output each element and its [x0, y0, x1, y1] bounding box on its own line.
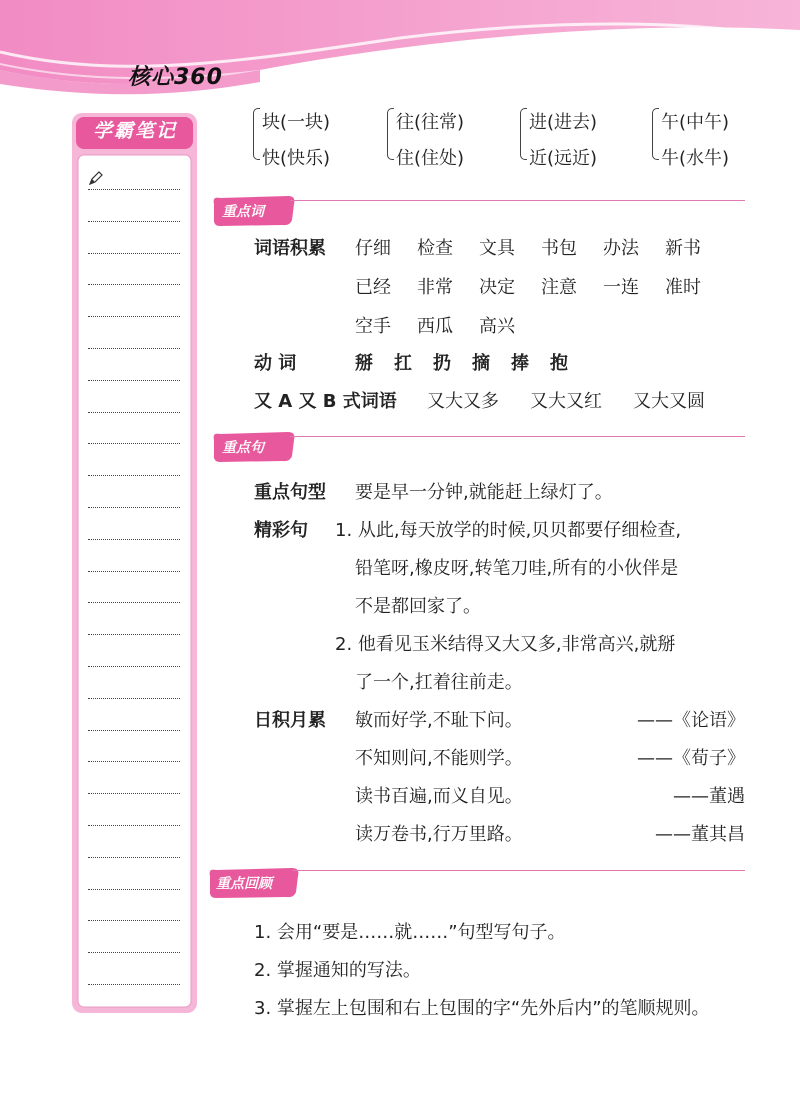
brace [253, 108, 260, 160]
fine-sentence-line: 1. 从此,每天放学的时候,贝贝都要仔细检查, [335, 520, 682, 541]
brand-logo: 核心360 [128, 65, 223, 90]
note-line [88, 443, 180, 444]
vocab-word: 办法 [603, 238, 639, 259]
quote-text: 读万卷书,行万里路。 [355, 824, 523, 845]
char-pair-a: 午(中午) [661, 112, 730, 133]
note-line [88, 475, 180, 476]
note-line [88, 634, 180, 635]
quote-text: 敏而好学,不耻下问。 [355, 710, 523, 731]
note-line [88, 952, 180, 953]
vocab-word: 空手 [355, 316, 391, 337]
vocab-word: 仔细 [355, 238, 391, 259]
note-line [88, 253, 180, 254]
note-line [88, 730, 180, 731]
note-line [88, 984, 180, 985]
char-pair-b: 牛(水牛) [661, 148, 730, 169]
note-line [88, 602, 180, 603]
note-line [88, 284, 180, 285]
brace [387, 108, 394, 160]
note-line [88, 412, 180, 413]
verb: 抱 [550, 353, 568, 374]
quote-text: 不知则问,不能则学。 [355, 748, 523, 769]
note-line [88, 761, 180, 762]
verb: 捧 [511, 353, 529, 374]
review-divider [292, 870, 745, 871]
note-line [88, 857, 180, 858]
pattern-word: 又大又多 [427, 391, 499, 412]
char-pair-b: 住(住处) [396, 148, 465, 169]
notes-panel [72, 113, 197, 1013]
sentences-divider [290, 436, 745, 437]
review-tag-label: 重点回顾 [216, 876, 272, 892]
quote-text: 读书百遍,而义自见。 [355, 786, 523, 807]
vocab-word: 非常 [417, 277, 453, 298]
note-line [88, 189, 180, 190]
vocab-word: 检查 [417, 238, 453, 259]
pattern-word: 又大又红 [530, 391, 602, 412]
fine-sentence-label: 精彩句 [254, 520, 308, 541]
key-sentence-label: 重点句型 [254, 482, 326, 503]
note-line [88, 380, 180, 381]
brace [520, 108, 527, 160]
vocab-word: 准时 [665, 277, 701, 298]
char-pair-b: 近(远近) [529, 148, 598, 169]
words-tag-label: 重点词 [222, 204, 264, 220]
char-pair-a: 进(进去) [529, 112, 598, 133]
note-line [88, 825, 180, 826]
note-line [88, 316, 180, 317]
quote-source: ——《荀子》 [637, 748, 745, 769]
note-line [88, 571, 180, 572]
vocab-word: 高兴 [479, 316, 515, 337]
vocab-word: 决定 [479, 277, 515, 298]
review-item: 2. 掌握通知的写法。 [254, 960, 421, 981]
vocab-word: 新书 [665, 238, 701, 259]
vocab-word: 文具 [479, 238, 515, 259]
vocab-label: 词语积累 [254, 238, 326, 259]
note-line [88, 698, 180, 699]
char-pair-b: 快(快乐) [262, 148, 331, 169]
daily-label: 日积月累 [254, 710, 326, 731]
header-band [0, 0, 800, 100]
note-line [88, 666, 180, 667]
note-line [88, 889, 180, 890]
pencil-icon [88, 170, 104, 186]
char-pair-a: 块(一块) [262, 112, 331, 133]
key-sentence: 要是早一分钟,就能赶上绿灯了。 [355, 482, 613, 503]
fine-sentence-line: 不是都回家了。 [355, 596, 481, 617]
quote-source: ——《论语》 [637, 710, 745, 731]
vocab-word: 注意 [541, 277, 577, 298]
verb: 掰 [355, 353, 373, 374]
verbs-label: 动 词 [254, 353, 297, 374]
pattern-word: 又大又圆 [633, 391, 705, 412]
quote-source: ——董遇 [673, 786, 745, 807]
review-item: 1. 会用“要是……就……”句型写句子。 [254, 922, 566, 943]
words-divider [290, 200, 745, 201]
fine-sentence-line: 了一个,扛着往前走。 [355, 672, 523, 693]
note-line [88, 507, 180, 508]
char-pair-a: 往(往常) [396, 112, 465, 133]
note-line [88, 539, 180, 540]
sentences-tag-label: 重点句 [222, 440, 264, 456]
note-line [88, 920, 180, 921]
brace [652, 108, 659, 160]
notes-title: 学霸笔记 [92, 120, 177, 142]
note-line [88, 221, 180, 222]
verb: 扔 [433, 353, 451, 374]
fine-sentence-line: 2. 他看见玉米结得又大又多,非常高兴,就掰 [335, 634, 676, 655]
vocab-word: 已经 [355, 277, 391, 298]
verb: 扛 [394, 353, 412, 374]
review-item: 3. 掌握左上包围和右上包围的字“先外后内”的笔顺规则。 [254, 998, 710, 1019]
vocab-word: 西瓜 [417, 316, 453, 337]
verb: 摘 [472, 353, 490, 374]
vocab-word: 一连 [603, 277, 639, 298]
fine-sentence-line: 铅笔呀,橡皮呀,转笔刀哇,所有的小伙伴是 [355, 558, 679, 579]
pattern-label: 又 A 又 B 式词语 [254, 391, 397, 412]
note-line [88, 793, 180, 794]
note-line [88, 348, 180, 349]
quote-source: ——董其昌 [655, 824, 745, 845]
vocab-word: 书包 [541, 238, 577, 259]
